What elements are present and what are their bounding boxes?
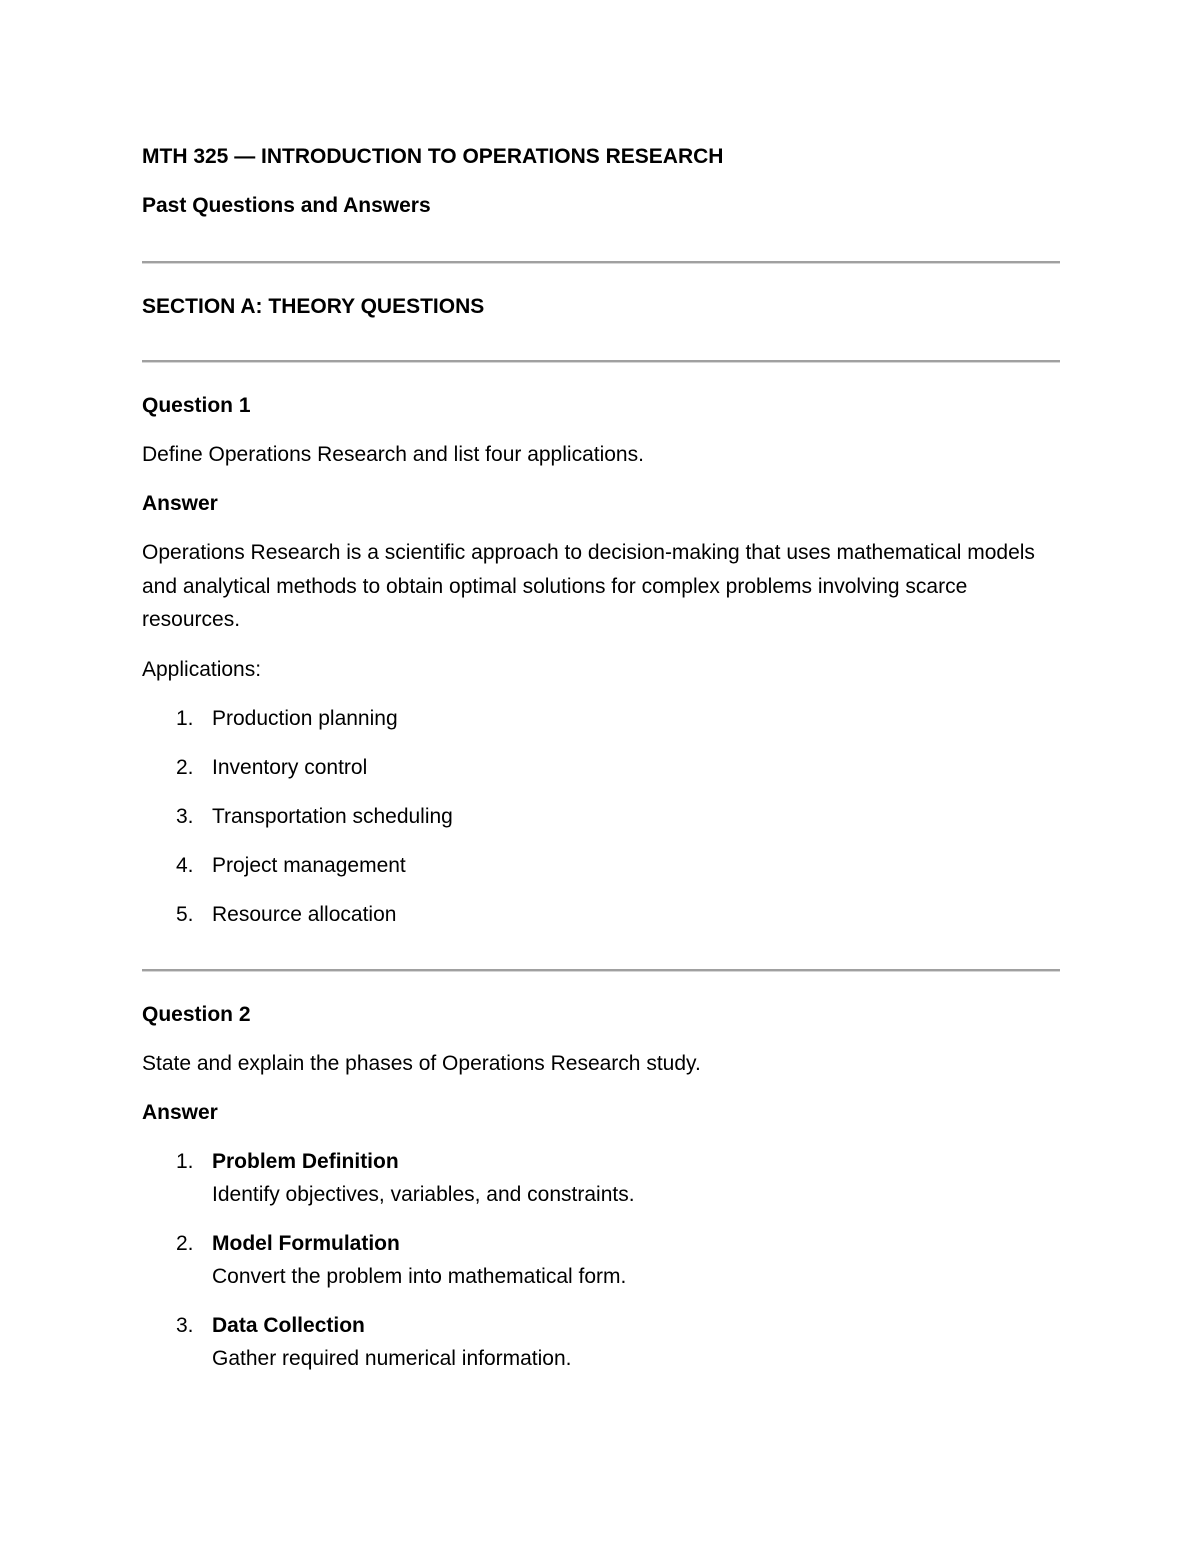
list-item: 5. Resource allocation xyxy=(176,902,397,926)
section-title: SECTION A: THEORY QUESTIONS xyxy=(142,295,485,318)
list-item: 1. Problem Definition Identify objectives, variables, and constraints. xyxy=(142,1145,1060,1211)
phase-description: Gather required numerical information. xyxy=(212,1346,572,1370)
question-2-text: State and explain the phases of Operations Research study. xyxy=(142,1051,701,1075)
question-1-text: Define Operations Research and list four applications. xyxy=(142,443,644,466)
phase-title: Problem Definition xyxy=(212,1149,399,1173)
document-content xyxy=(142,140,1060,1391)
applications-list xyxy=(142,702,1060,931)
phase-description: Identify objectives, variables, and constraints. xyxy=(212,1182,635,1206)
question-1-heading: Question 1 xyxy=(142,394,251,417)
horizontal-rule xyxy=(142,969,1060,972)
list-item: 3. Transportation scheduling xyxy=(176,804,453,828)
question-1-answer-label: Answer xyxy=(142,492,218,515)
list-item: 3. Data Collection Gather required numerical information. xyxy=(142,1309,1060,1375)
horizontal-rule xyxy=(142,261,1060,264)
applications-label: Applications: xyxy=(142,657,262,681)
question-2-answer-label: Answer xyxy=(142,1100,218,1124)
phase-title: Data Collection xyxy=(212,1313,365,1337)
document-subtitle: Past Questions and Answers xyxy=(142,194,431,217)
list-item: 1. Production planning xyxy=(176,706,398,730)
list-item: 2. Inventory control xyxy=(176,755,368,779)
question-2-heading: Question 2 xyxy=(142,1002,251,1026)
list-item: 4. Project management xyxy=(176,853,406,877)
list-item: 2. Model Formulation Convert the problem into mathematical form. xyxy=(142,1227,1060,1293)
question-1-answer-paragraph: Operations Research is a scientific approach to decision-making that uses mathematical models and analytical methods to obtain optimal solutions for complex problems involving scarce resources. xyxy=(142,541,1035,631)
phases-list xyxy=(142,1145,1060,1375)
phase-description: Convert the problem into mathematical form. xyxy=(212,1264,627,1288)
phase-title: Model Formulation xyxy=(212,1231,400,1255)
document-title: MTH 325 — INTRODUCTION TO OPERATIONS RESEARCH xyxy=(142,145,724,168)
horizontal-rule xyxy=(142,360,1060,363)
